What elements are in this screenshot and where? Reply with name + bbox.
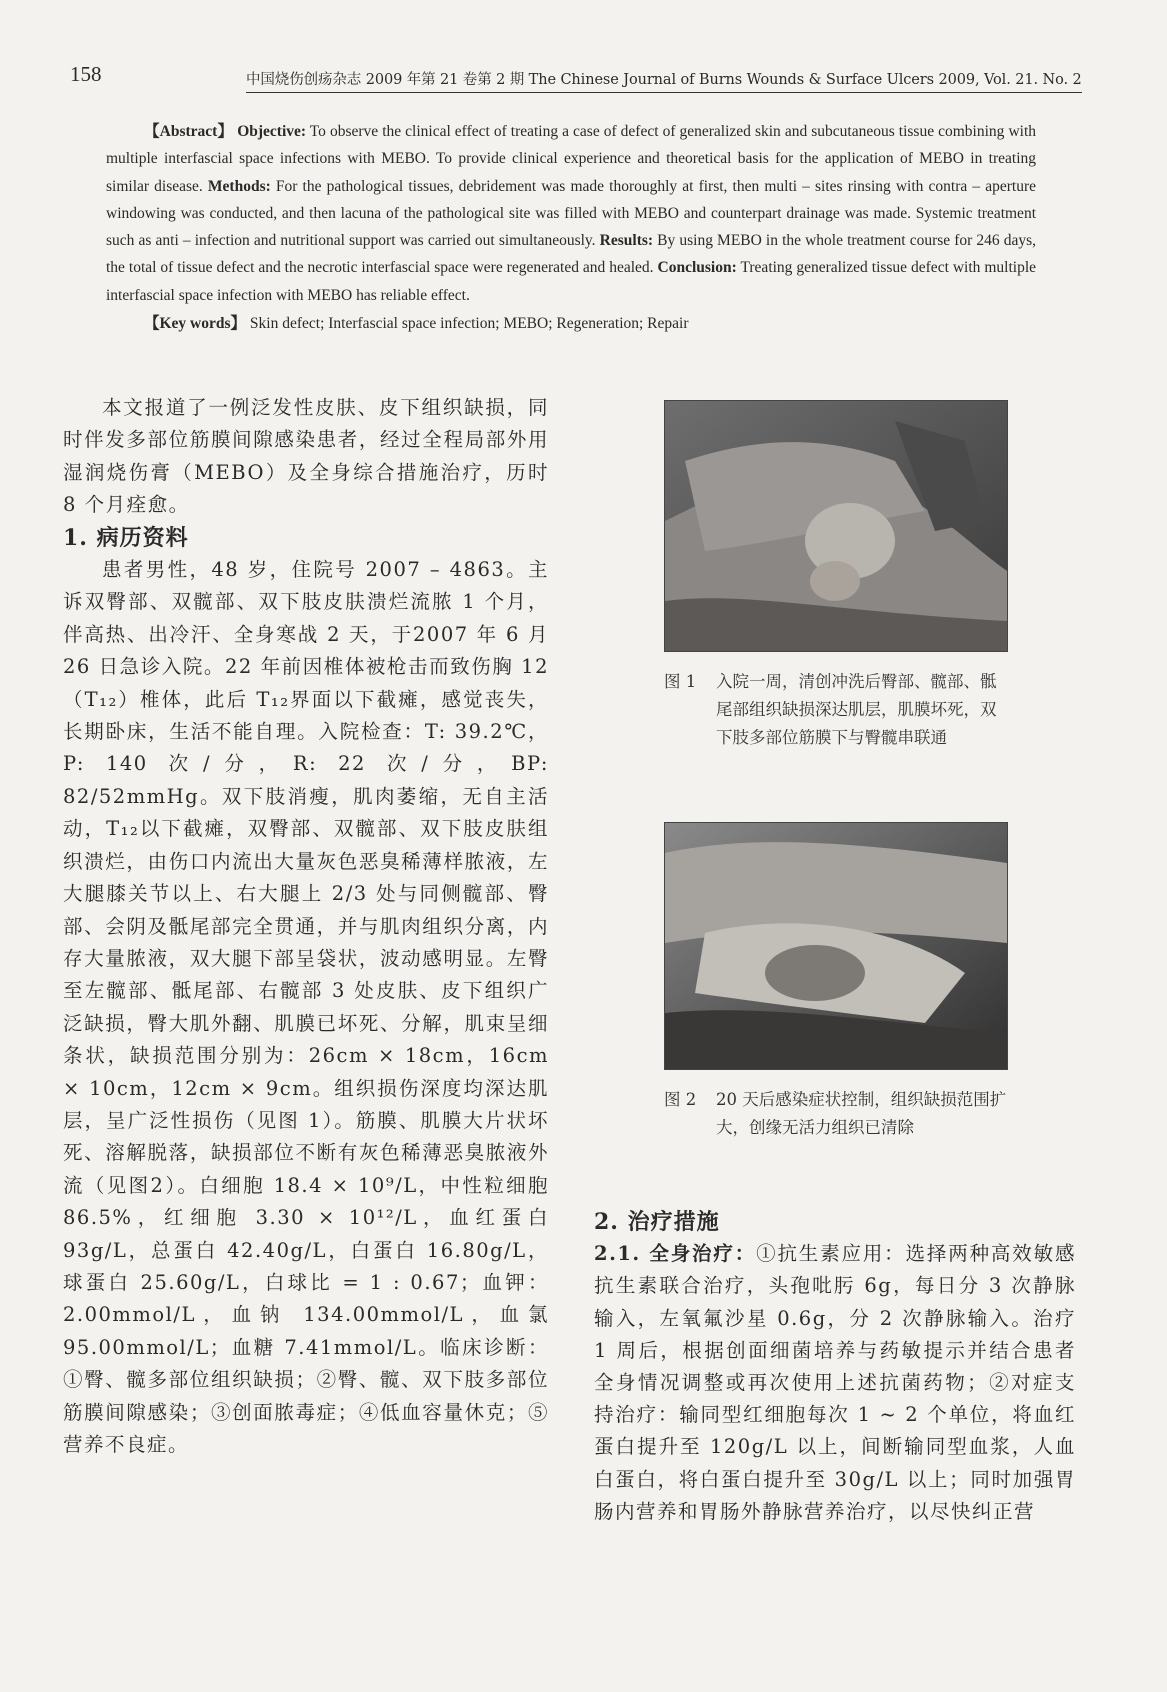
results-text: By using MEBO in the whole treatment course for 246 days, the total of tissue defect and the necrotic interfascial space were regenerated and healed. bbox=[106, 232, 1037, 277]
intro-paragraph: 本文报道了一例泛发性皮肤、皮下组织缺损，同时伴发多部位筋膜间隙感染患者，经过全程局部外用湿润烧伤膏（MEBO）及全身综合措施治疗，历时 8 个月痊愈。 bbox=[63, 396, 549, 517]
systemic-treatment-paragraph bbox=[594, 1238, 1076, 1528]
results-label: Results: bbox=[599, 232, 654, 250]
figure-2-caption bbox=[664, 1086, 1008, 1142]
abstract-block bbox=[106, 118, 1036, 337]
figure-2 bbox=[664, 822, 1008, 1142]
figure-2-photo bbox=[664, 822, 1008, 1070]
figure-2-caption-text: 20 天后感染症状控制，组织缺损范围扩大，创缘无活力组织已清除 bbox=[716, 1090, 1007, 1137]
systemic-treatment-text: ①抗生素应用：选择两种高效敏感抗生素联合治疗，头孢吡肟 6g，每日分 3 次静脉输入，左氧氟沙星 0.6g，分 2 次静脉输入。治疗 1 周后，根据创面细菌培养与药敏提示并结合患者全身情况调整或再次使用上述抗菌药物；②对症支持治疗：输同型红细胞每次 1 ~ 2 个单位，将血红蛋白提升至 120g/L 以上，间断输同型血浆，人血白蛋白，将白蛋白提升至 30g/L 以上；同时加强胃肠内营养和胃肠外静脉营养治疗，以尽快纠正营 bbox=[594, 1242, 1076, 1523]
figure-1 bbox=[664, 400, 1008, 752]
running-header: 中国烧伤创疡杂志 2009 年第 21 卷第 2 期 The Chinese Journal of Burns Wounds & Surface Ulcers 2009, Vol. 21. No. 2 bbox=[246, 68, 1082, 93]
conclusion-label: Conclusion: bbox=[657, 259, 737, 277]
left-column bbox=[63, 392, 549, 1461]
right-column bbox=[594, 1206, 1076, 1528]
figure-2-label: 图 2 bbox=[664, 1090, 697, 1109]
section-heading-treatment: 2. 治疗措施 bbox=[594, 1209, 720, 1235]
methods-text: For the pathological tissues, debridement was made thoroughly at first, then multi – sites rinsing with contra – aperture windowing was conducted, and then lacuna of the pathological site was filled with MEBO and counterpart drainage was made. Systemic treatment such as anti – infection and nutritional support was carried out simultaneously. bbox=[106, 177, 1037, 250]
figure-1-caption bbox=[664, 668, 1008, 752]
abstract-label: 【Abstract】 bbox=[144, 123, 234, 140]
objective-text: To observe the clinical effect of treating a case of defect of generalized skin and subcutaneous tissue combining with multiple interfascial space infections with MEBO. To provide clinical experience and theoretical basis for the application of MEBO in treating similar disease. bbox=[106, 123, 1036, 195]
section-heading-case: 1. 病历资料 bbox=[63, 524, 189, 551]
keywords-label: 【Key words】 bbox=[144, 315, 247, 333]
figure-1-label: 图 1 bbox=[664, 672, 697, 691]
keywords-text: Skin defect; Interfascial space infection; MEBO; Regeneration; Repair bbox=[249, 315, 689, 333]
figure-1-photo bbox=[664, 400, 1008, 652]
page-number: 158 bbox=[70, 62, 102, 86]
objective-label: Objective: bbox=[237, 123, 307, 140]
case-paragraph: 患者男性，48 岁，住院号 2007 – 4863。主诉双臀部、双髋部、双下肢皮肤溃烂流脓 1 个月，伴高热、出冷汗、全身寒战 2 天，于2007 年 6 月 26 日急诊入院。22 年前因椎体被枪击而致伤胸 12（T₁₂）椎体，此后 T₁₂界面以下截瘫，感觉丧失，长期卧床，生活不能自理。入院检查：T: 39.2℃，P: 140 次/分，R: 22 次/分，BP: 82/52mmHg。双下肢消瘦，肌肉萎缩，无自主活动，T₁₂以下截瘫，双臀部、双髋部、双下肢皮肤组织溃烂，由伤口内流出大量灰色恶臭稀薄样脓液，左大腿膝关节以上、右大腿上 2/3 处与同侧髋部、臀部、会阴及骶尾部完全贯通，并与肌肉组织分离，内存大量脓液，双大腿下部呈袋状，波动感明显。左臀至左髋部、骶尾部、右髋部 3 处皮肤、皮下组织广泛缺损，臀大肌外翻、肌膜已坏死、分解，肌束呈细条状，缺损范围分别为：26cm × 18cm，16cm × 10cm，12cm × 9cm。组织损伤深度均深达肌层，呈广泛性损伤（见图 1）。筋膜、肌膜大片状坏死、溶解脱落，缺损部位不断有灰色稀薄恶臭脓液外流（见图2）。白细胞 18.4 × 10⁹/L，中性粒细胞 86.5%，红细胞 3.30 × 10¹²/L，血红蛋白 93g/L，总蛋白 42.40g/L，白蛋白 16.80g/L，球蛋白 25.60g/L，白球比 = 1 : 0.67；血钾：2.00mmol/L，血钠 134.00mmol/L，血氯 95.00mmol/L；血糖 7.41mmol/L。临床诊断：①臀、髋多部位组织缺损；②臀、髋、双下肢多部位筋膜间隙感染；③创面脓毒症；④低血容量休克；⑤营养不良症。 bbox=[63, 558, 549, 1456]
conclusion-text: Treating generalized tissue defect with multiple interfascial space infection with MEBO has reliable effect. bbox=[106, 259, 1037, 304]
methods-label: Methods: bbox=[207, 177, 271, 195]
figure-1-caption-text: 入院一周，清创冲洗后臀部、髋部、骶尾部组织缺损深达肌层，肌膜坏死，双下肢多部位筋膜下与臀髋串联通 bbox=[716, 672, 997, 747]
systemic-treatment-label: 2.1. 全身治疗： bbox=[594, 1242, 757, 1266]
